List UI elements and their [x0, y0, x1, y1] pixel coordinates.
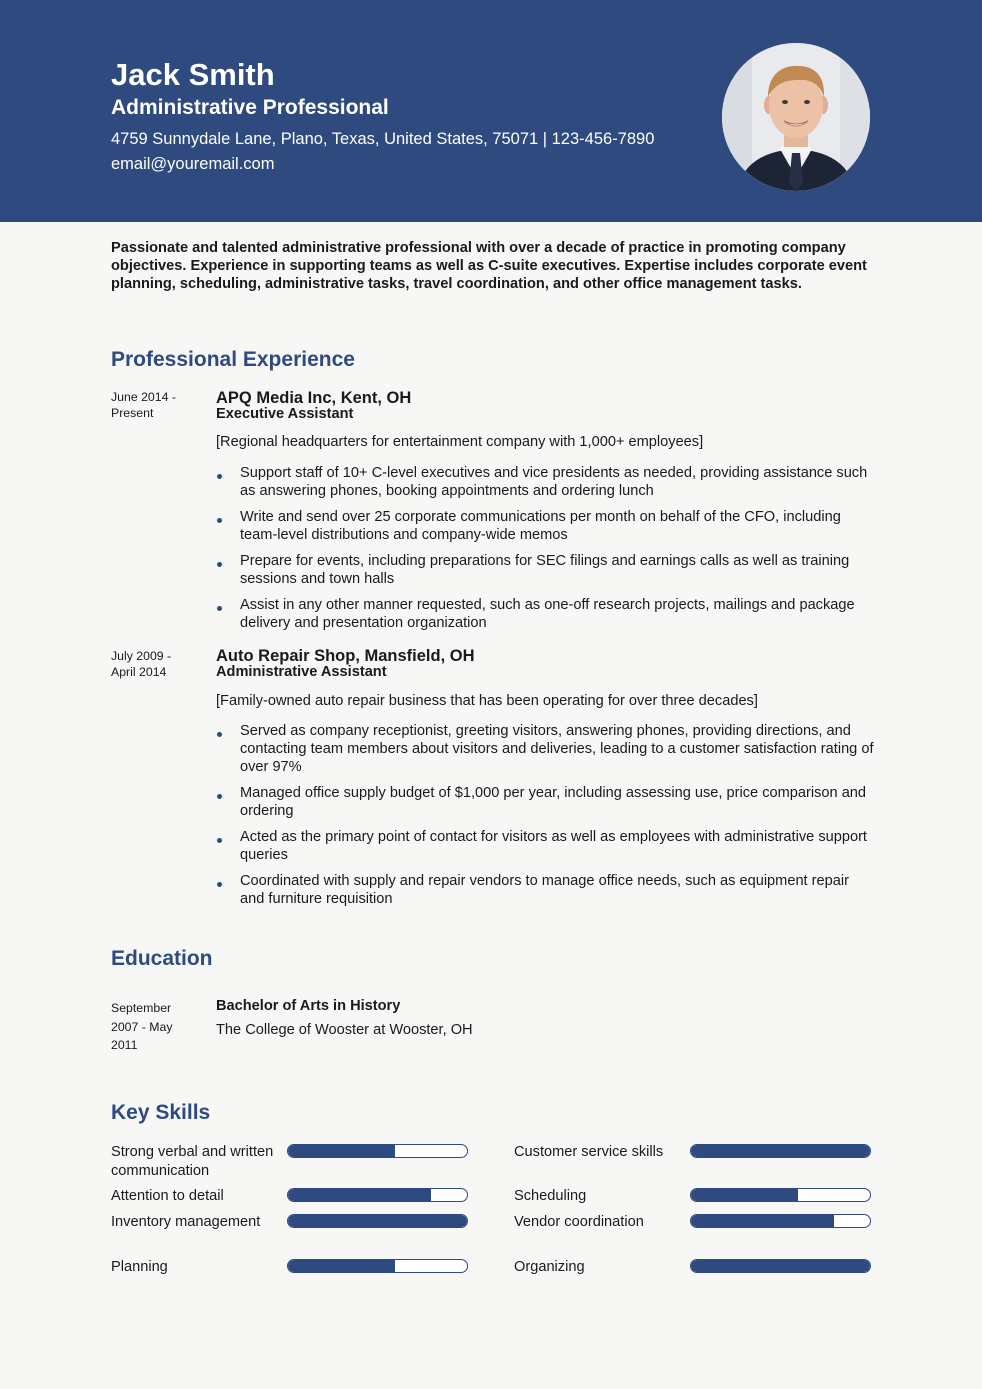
- skill-level-fill: [288, 1145, 395, 1157]
- skill-label: Attention to detail: [111, 1188, 224, 1204]
- bullet-dot-icon: [217, 606, 222, 611]
- contact-email: email@youremail.com: [111, 155, 275, 173]
- job-date-start: June 2014 -: [111, 390, 176, 404]
- list-item: [216, 552, 876, 588]
- skill-level-bar: [690, 1188, 871, 1202]
- skill-level-fill: [691, 1145, 870, 1157]
- skill-label: Strong verbal and written communication: [111, 1144, 274, 1179]
- skill-level-fill: [288, 1215, 467, 1227]
- education-date-line: September: [111, 1001, 172, 1015]
- skill-level-bar: [690, 1214, 871, 1228]
- bullet-dot-icon: [217, 518, 222, 523]
- skill-level-fill: [288, 1189, 431, 1201]
- job-bullet-list: [216, 722, 876, 916]
- job-role: Executive Assistant: [216, 406, 354, 422]
- job-company: APQ Media Inc, Kent, OH: [216, 389, 412, 407]
- bullet-dot-icon: [217, 732, 222, 737]
- skill-level-fill: [288, 1260, 395, 1272]
- skill-label: Planning: [111, 1259, 168, 1275]
- job-description: [Regional headquarters for entertainment company with 1,000+ employees]: [216, 434, 704, 450]
- bullet-text: Assist in any other manner requested, such as one-off research projects, mailings and package delivery and presentation organization: [240, 597, 855, 631]
- job-description: [Family-owned auto repair business that has been operating for over three decades]: [216, 693, 758, 709]
- bullet-text: Served as company receptionist, greeting visitors, answering phones, providing directions, and contacting team members about visitors and deliveries, leading to a customer satisfaction rating of over 97%: [240, 723, 874, 775]
- job-date-end: Present: [111, 406, 154, 420]
- education-section-title: Education: [111, 947, 213, 970]
- profile-photo-illustration: [722, 43, 870, 191]
- skill-level-bar: [287, 1214, 468, 1228]
- candidate-name: Jack Smith: [111, 57, 275, 92]
- job-company: Auto Repair Shop, Mansfield, OH: [216, 647, 475, 665]
- skill-label: Organizing: [514, 1259, 585, 1275]
- list-item: [216, 784, 876, 820]
- bullet-text: Managed office supply budget of $1,000 per year, including assessing use, price comparison and ordering: [240, 785, 867, 819]
- list-item: [216, 722, 876, 776]
- list-item: [216, 508, 876, 544]
- bullet-text: Support staff of 10+ C-level executives and vice presidents as needed, providing assistance such as answering phones, booking appointments and ordering lunch: [240, 465, 868, 499]
- job-date-start: July 2009 -: [111, 649, 172, 663]
- bullet-text: Prepare for events, including preparations for SEC filings and earnings calls as well as training sessions and town halls: [240, 553, 850, 587]
- job-bullet-list: [216, 464, 876, 640]
- skill-level-bar: [690, 1144, 871, 1158]
- skill-level-bar: [287, 1259, 468, 1273]
- skill-label: Scheduling: [514, 1188, 587, 1204]
- skill-level-fill: [691, 1260, 870, 1272]
- job-role: Administrative Assistant: [216, 664, 387, 680]
- skill-label: Vendor coordination: [514, 1214, 644, 1230]
- job-date-end: April 2014: [111, 665, 167, 679]
- list-item: [216, 464, 876, 500]
- skill-level-fill: [691, 1215, 834, 1227]
- job-date: [111, 389, 201, 421]
- resume-header: [0, 0, 982, 222]
- skill-level-fill: [691, 1189, 798, 1201]
- professional-summary: Passionate and talented administrative professional with over a decade of practice in promoting company objectives. Experience in supporting teams as well as C-suite executives. Expertise includes corporate event planning, scheduling, administrative tasks, travel coordination, and other office management tasks.: [111, 240, 867, 292]
- bullet-dot-icon: [217, 838, 222, 843]
- bullet-dot-icon: [217, 794, 222, 799]
- bullet-text: Acted as the primary point of contact for visitors as well as employees with administrative support queries: [240, 829, 867, 863]
- education-school: The College of Wooster at Wooster, OH: [216, 1022, 473, 1038]
- skill-level-bar: [690, 1259, 871, 1273]
- list-item: [216, 828, 876, 864]
- bullet-text: Write and send over 25 corporate communications per month on behalf of the CFO, including team-level distributions and company-wide memos: [240, 509, 841, 543]
- skill-label: Customer service skills: [514, 1144, 664, 1160]
- experience-section-title: Professional Experience: [111, 348, 355, 371]
- education-date: [111, 999, 201, 1055]
- skill-label: Inventory management: [111, 1214, 261, 1230]
- job-date: [111, 648, 201, 680]
- bullet-dot-icon: [217, 474, 222, 479]
- bullet-text: Coordinated with supply and repair vendors to manage office needs, such as equipment repair and furniture requisition: [240, 873, 849, 907]
- education-date-line: 2011: [111, 1038, 138, 1052]
- skill-level-bar: [287, 1144, 468, 1158]
- bullet-dot-icon: [217, 562, 222, 567]
- profile-photo: [722, 43, 870, 191]
- list-item: [216, 596, 876, 632]
- education-degree: Bachelor of Arts in History: [216, 998, 401, 1014]
- education-date-line: 2007 - May: [111, 1019, 173, 1034]
- bullet-dot-icon: [217, 882, 222, 887]
- skills-section-title: Key Skills: [111, 1101, 211, 1124]
- candidate-title: Administrative Professional: [111, 96, 389, 119]
- contact-address-phone: 4759 Sunnydale Lane, Plano, Texas, United States, 75071 | 123-456-7890: [111, 130, 655, 148]
- list-item: [216, 872, 876, 908]
- skill-level-bar: [287, 1188, 468, 1202]
